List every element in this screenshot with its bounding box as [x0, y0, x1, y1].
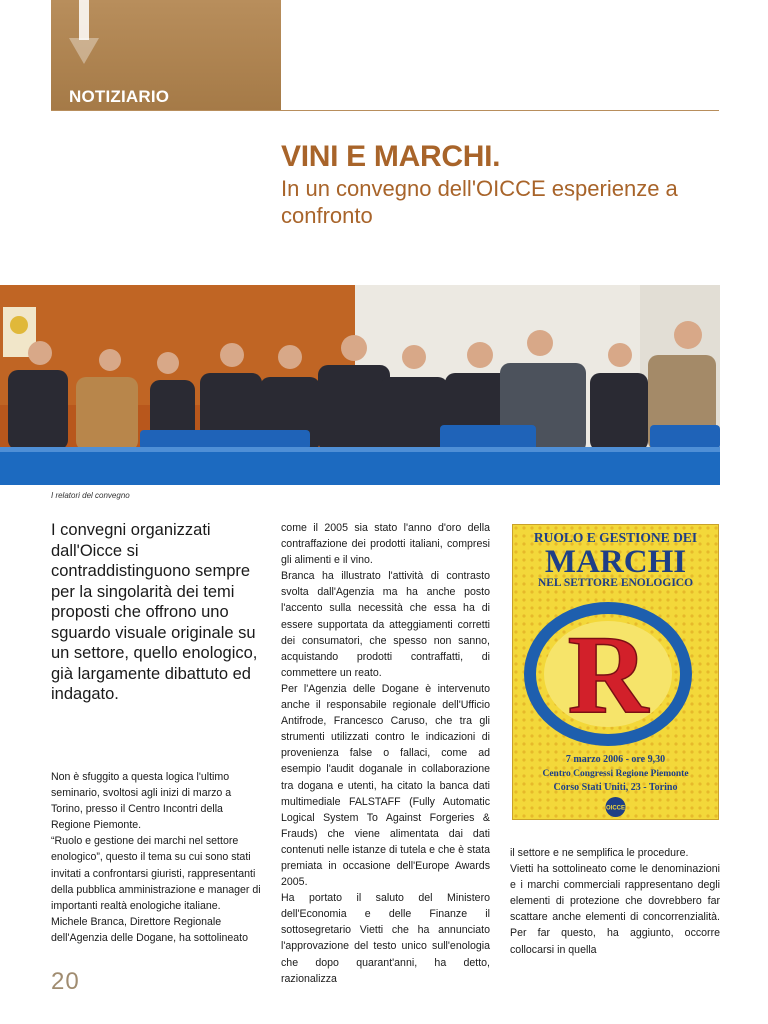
- paragraph: “Ruolo e gestione dei marchi nel settore enologico”, questo il tema su cui sono stati invitati a confrontarsi giuristi, rappresentanti della pubblica amministrazione e manager di importanti realtà enologiche italiane.: [51, 835, 261, 912]
- paragraph: Non è sfuggito a questa logica l'ultimo seminario, svoltosi agli inizi di marzo a Torino, presso il Centro Incontri della Regione Piemonte.: [51, 771, 232, 832]
- paragraph: il settore e ne semplifica le procedure.: [510, 847, 689, 859]
- poster-line-1: RUOLO E GESTIONE DEI: [533, 530, 698, 545]
- poster-date: 7 marzo 2006 - ore 9,30: [565, 754, 666, 765]
- page-number: 20: [51, 968, 80, 995]
- poster-line-2: MARCHI: [544, 544, 687, 580]
- section-label: NOTIZIARIO: [69, 87, 170, 106]
- poster-venue: Centro Congressi Regione Piemonte: [542, 769, 689, 779]
- paragraph: Michele Branca, Direttore Regionale dell'Agenzia delle Dogane, ha sottolineato: [51, 915, 248, 944]
- header-band: [51, 0, 281, 110]
- poster-address: Corso Stati Uniti, 23 - Torino: [553, 782, 678, 793]
- registered-r-icon: R: [567, 613, 649, 737]
- event-poster: [512, 524, 719, 820]
- speakers-photo: [0, 285, 720, 485]
- article-title: VINI E MARCHI.: [281, 140, 501, 173]
- poster-logo-text: OICCE: [605, 805, 626, 812]
- poster-line-3: NEL SETTORE ENOLOGICO: [537, 577, 694, 589]
- paragraph: come il 2005 sia stato l'anno d'oro della contraffazione dei prodotti italiani, compresi gli alimenti e il vino.: [281, 522, 490, 567]
- body-column-1: [51, 769, 261, 946]
- lead-paragraph: I convegni organizzati dall'Oicce si contraddistinguono sempre per la singolarità dei temi proposti che offrono uno sguardo visuale originale su un settore, quello enologico, già largamente dibattuto ed indagato.: [51, 521, 258, 703]
- paragraph: Vietti ha sottolineato come le denominazioni e i marchi commerciali rappresentano degli elementi di protezione che dovrebbero far scattare anche elementi di concorrenzialità. Per far questo, ha aggiunto, occorre collocarsi in quella: [510, 863, 720, 956]
- body-column-2: [281, 520, 490, 987]
- paragraph: Per l'Agenzia delle Dogane è intervenuto anche il responsabile regionale dell'Ufficio Antifrode, Francesco Caruso, che tra gli strumenti utilizzati contro le indicazioni di provenienza false o fallaci, come ad esempio l'audit doganale in collaborazione tra dogana e utenti, ha citato la banca dati multimediale FALSTAFF (Fully Automatic Logical System To Against Forgeries & Frauds) che viene alimentata dai dati contenuti nelle istanze di tutela e che è stata premiata in occasione dell'Europe Awards 2005.: [281, 682, 490, 889]
- article-subtitle: In un convegno dell'OICCE esperienze a confronto: [281, 176, 678, 228]
- paragraph: Branca ha illustrato l'attività di contrasto svolta dall'Agenzia ma ha anche posto l'accento sulla necessità che essa ha di essere supportata da atteggiamenti corretti dei consumatori, che spesso non sanno, acquistando prodotti contraffatti, di commettere un reato.: [281, 570, 490, 679]
- down-arrow-icon: [65, 0, 105, 68]
- header-rule: [51, 110, 719, 111]
- photo-caption: I relatori del convegno: [51, 491, 130, 500]
- paragraph: Ha portato il saluto del Ministero dell'Economia e delle Finanze il sottosegretario Vietti che ha annunciato l'approvazione del testo unico sull'enologia che dopo quarant'anni, ha detto, razionalizza: [281, 892, 490, 985]
- body-column-3: [510, 845, 720, 958]
